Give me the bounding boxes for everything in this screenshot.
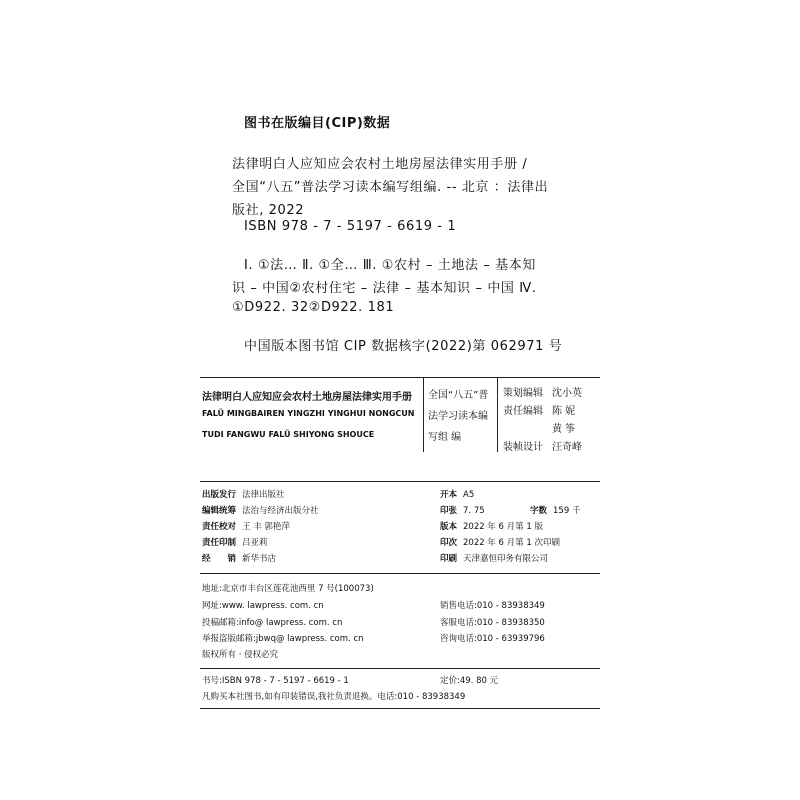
credit-name: 黄 筝 — [552, 424, 576, 435]
info-publisher — [202, 488, 285, 500]
cip-classification-line: ①D922. 32②D922. 181 — [232, 300, 395, 315]
cip-line: 法律明白人应知应会农村土地房屋法律实用手册 / — [232, 157, 528, 172]
contact-submission-email: 投稿邮箱:info@ lawpress. com. cn — [202, 618, 343, 628]
info-label: 责任印制 — [202, 538, 237, 548]
credit-role: 装帧设计 — [503, 442, 543, 453]
info-format — [440, 488, 474, 500]
author-line: 法学习读本编 — [428, 411, 488, 422]
info-sheets — [440, 504, 485, 516]
divider-publishing — [200, 481, 600, 482]
info-label: 编辑统筹 — [202, 506, 237, 516]
cip-isbn: ISBN 978 - 7 - 5197 - 6619 - 1 — [244, 219, 457, 234]
divider-book — [200, 668, 600, 669]
contact-service-phone: 客服电话:010 - 83938350 — [440, 618, 545, 628]
return-notice: 凡购买本社图书,如有印装错误,我社负责退换。电话:010 - 83938349 — [202, 692, 466, 702]
info-edition — [440, 520, 543, 532]
cip-classification-line: 识 – 中国②农村住宅 – 法律 – 基本知识 – 中国 Ⅳ. — [232, 281, 537, 296]
info-value: 2022 年 6 月第 1 次印刷 — [463, 538, 560, 548]
info-label: 版本 — [440, 522, 458, 532]
info-label: 经 销 — [202, 554, 237, 564]
divider-bottom — [200, 708, 600, 709]
credit-name: 汪奇峰 — [552, 442, 582, 453]
info-label: 出版发行 — [202, 490, 237, 500]
info-proofreader — [202, 520, 290, 532]
info-print-manager — [202, 536, 268, 548]
info-label: 开本 — [440, 490, 458, 500]
info-editorial — [202, 504, 319, 516]
parallel-title-pinyin: FALÜ MINGBAIREN YINGZHI YINGHUI NONGCUN — [202, 409, 415, 418]
cip-record-number: 中国版本图书馆 CIP 数据核字(2022)第 062971 号 — [244, 339, 563, 354]
parallel-title-pinyin: TUDI FANGWU FALÜ SHIYONG SHOUCE — [202, 430, 375, 439]
info-value: 王 丰 郭艳萍 — [242, 522, 290, 532]
divider-top — [200, 377, 600, 378]
info-value: 7. 75 — [463, 506, 485, 516]
credit-name: 陈 妮 — [552, 406, 576, 417]
info-label: 字数 — [530, 506, 548, 516]
info-label: 印刷 — [440, 554, 458, 564]
info-label: 责任校对 — [202, 522, 237, 532]
divider-contact — [200, 573, 600, 574]
info-printer — [440, 552, 548, 564]
info-value: 吕亚莉 — [242, 538, 268, 548]
cip-title: 图书在版编目(CIP)数据 — [244, 116, 391, 131]
info-value: 2022 年 6 月第 1 版 — [463, 522, 543, 532]
parallel-title-cn: 法律明白人应知应会农村土地房屋法律实用手册 — [202, 392, 412, 403]
divider-vertical — [497, 378, 498, 452]
contact-website: 网址:www. lawpress. com. cn — [202, 601, 324, 611]
info-printing — [440, 536, 560, 548]
copyright-notice: 版权所有 · 侵权必究 — [202, 650, 279, 660]
book-price: 定价:49. 80 元 — [440, 676, 499, 686]
author-line: 写组 编 — [428, 432, 462, 443]
info-value: 法治与经济出版分社 — [242, 506, 319, 516]
credit-role: 责任编辑 — [503, 406, 543, 417]
info-word-count — [530, 504, 580, 516]
info-value: 法律出版社 — [242, 490, 285, 500]
info-label: 印次 — [440, 538, 458, 548]
info-value: 天津嘉恒印务有限公司 — [463, 554, 549, 564]
book-isbn: 书号:ISBN 978 - 7 - 5197 - 6619 - 1 — [202, 676, 349, 686]
contact-sales-phone: 销售电话:010 - 83938349 — [440, 601, 545, 611]
credit-role: 策划编辑 — [503, 388, 543, 399]
cip-line: 全国“八五”普法学习读本编写组编. -- 北京 ：法律出 — [232, 180, 549, 195]
contact-address: 地址:北京市丰台区莲花池西里 7 号(100073) — [202, 584, 374, 594]
cip-line: 版社, 2022 — [232, 203, 305, 218]
info-value: 新华书店 — [242, 554, 277, 564]
cip-classification-line: Ⅰ. ①法… Ⅱ. ①全… Ⅲ. ①农村 – 土地法 – 基本知 — [244, 258, 536, 273]
info-label: 印张 — [440, 506, 458, 516]
info-value: A5 — [463, 490, 475, 500]
contact-report-email: 举报盗版邮箱:jbwq@ lawpress. com. cn — [202, 634, 364, 644]
credit-name: 沈小英 — [552, 388, 582, 399]
info-distributor — [202, 552, 276, 564]
contact-consult-phone: 咨询电话:010 - 63939796 — [440, 634, 545, 644]
author-line: 全国“八五”普 — [428, 390, 489, 401]
divider-vertical — [423, 378, 424, 452]
info-value: 159 千 — [553, 506, 581, 516]
